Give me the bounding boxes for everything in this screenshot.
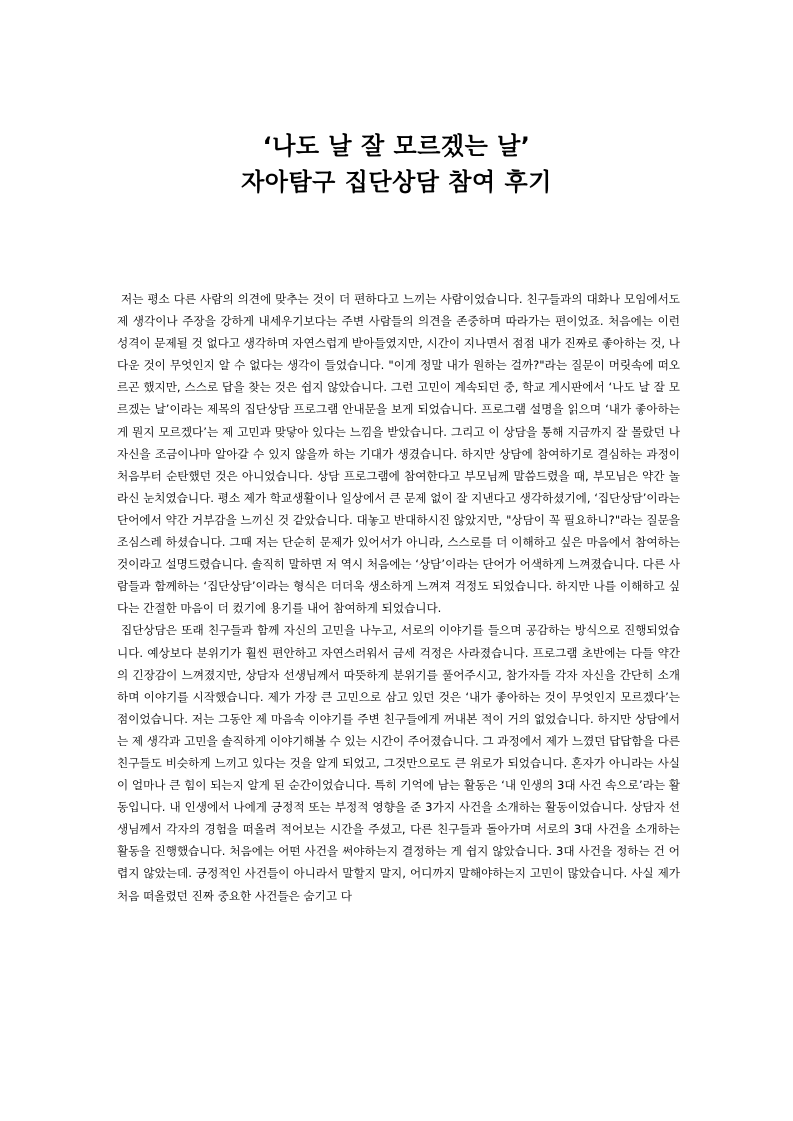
title-line-2: 자아탐구 집단상담 참여 후기 [241,168,552,196]
document-title [0,128,793,200]
paragraph-1: 저는 평소 다른 사람의 의견에 맞추는 것이 더 편하다고 느끼는 사람이었습니다. 친구들과의 대화나 모임에서도 제 생각이나 주장을 강하게 내세우기보다는 주변 사람들의 의견을 존중하며 따라가는 편이었죠. 처음에는 이런 성격이 문제될 것 없다고 생각하며 자연스럽게 받아들였지만, 시간이 지나면서 점점 내가 진짜로 좋아하는 것, 나다운 것이 무엇인지 알 수 없다는 생각이 들었습니다. "이게 정말 내가 원하는 걸까?"라는 질문이 머릿속에 떠오르곤 했지만, 스스로 답을 찾는 것은 쉽지 않았습니다. 그런 고민이 계속되던 중, 학교 게시판에서 ‘나도 날 잘 모르겠는 날’이라는 제목의 집단상담 프로그램 안내문을 보게 되었습니다. 프로그램 설명을 읽으며 ‘내가 좋아하는 게 뭔지 모르겠다’는 제 고민과 맞닿아 있다는 느낌을 받았습니다. 그리고 이 상담을 통해 지금까지 잘 몰랐던 나 자신을 조금이나마 알아갈 수 있지 않을까 하는 기대가 생겼습니다. 하지만 상담에 참여하기로 결심하는 과정이 처음부터 순탄했던 것은 아니었습니다. 상담 프로그램에 참여한다고 부모님께 말씀드렸을 때, 부모님은 약간 놀라신 눈치였습니다. 평소 제가 학교생활이나 일상에서 큰 문제 없이 잘 지낸다고 생각하셨기에, ‘집단상담’이라는 단어에서 약간 거부감을 느끼신 것 같았습니다. 대놓고 반대하시진 않았지만, "상담이 꼭 필요하니?"라는 질문을 조심스레 하셨습니다. 그때 저는 단순히 문제가 있어서가 아니라, 스스로를 더 이해하고 싶은 마음에서 참여하는 것이라고 설명드렸습니다. 솔직히 말하면 저 역시 처음에는 ‘상담’이라는 단어가 어색하게 느껴졌습니다. 다른 사람들과 함께하는 ‘집단상담’이라는 형식은 더더욱 생소하게 느껴져 걱정도 되었습니다. 하지만 나를 이해하고 싶다는 간절한 마음이 더 컸기에 용기를 내어 참여하게 되었습니다. [117,292,680,616]
paragraph-2: 집단상담은 또래 친구들과 함께 자신의 고민을 나누고, 서로의 이야기를 들으며 공감하는 방식으로 진행되었습니다. 예상보다 분위기가 훨씬 편안하고 자연스러워서 금세 걱정은 사라졌습니다. 프로그램 초반에는 다들 약간의 긴장감이 느껴졌지만, 상담자 선생님께서 따뜻하게 분위기를 풀어주시고, 참가자들 각자 자신을 간단히 소개하며 이야기를 시작했습니다. 제가 가장 큰 고민으로 삼고 있던 것은 ‘내가 좋아하는 것이 무엇인지 모르겠다’는 점이었습니다. 저는 그동안 제 마음속 이야기를 주변 친구들에게 꺼내본 적이 거의 없었습니다. 하지만 상담에서는 제 생각과 고민을 솔직하게 이야기해볼 수 있는 시간이 주어졌습니다. 그 과정에서 제가 느꼈던 답답함을 다른 친구들도 비슷하게 느끼고 있다는 것을 알게 되었고, 그것만으로도 큰 위로가 되었습니다. 혼자가 아니라는 사실이 얼마나 큰 힘이 되는지 알게 된 순간이었습니다. 특히 기억에 남는 활동은 ‘내 인생의 3대 사건 속으로’라는 활동입니다. 내 인생에서 나에게 긍정적 또는 부정적 영향을 준 3가지 사건을 소개하는 활동이었습니다. 상담자 선생님께서 각자의 경험을 떠올려 적어보는 시간을 주셨고, 다른 친구들과 돌아가며 서로의 3대 사건을 소개하는 활동을 진행했습니다. 처음에는 어떤 사건을 써야하는지 결정하는 게 쉽지 않았습니다. 3대 사건을 정하는 건 어렵지 않았는데. 긍정적인 사건들이 아니라서 말할지 말지, 어디까지 말해야하는지 고민이 많았습니다. 사실 제가 처음 떠올렸던 진짜 중요한 사건들은 숨기고 다 [117,623,680,903]
title-line-1: ‘나도 날 잘 모르겠는 날’ [262,132,531,160]
document-body [117,288,680,907]
